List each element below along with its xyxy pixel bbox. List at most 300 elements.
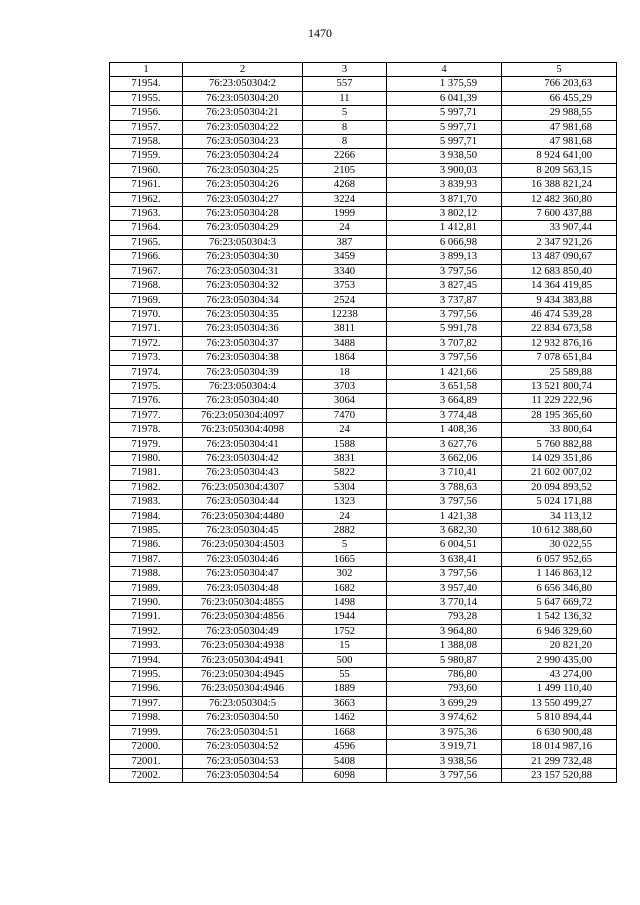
area-cell: 557: [303, 77, 387, 91]
column-header-3: 3: [303, 63, 387, 77]
rate-cell: 3 957,40: [387, 581, 502, 595]
value-cell: 5 760 882,88: [502, 437, 617, 451]
area-cell: 4596: [303, 740, 387, 754]
value-cell: 16 388 821,24: [502, 178, 617, 192]
table-row: [110, 451, 617, 465]
row-number-cell: 71998.: [110, 711, 183, 725]
cadastral-number-cell: 76:23:050304:53: [183, 754, 303, 768]
value-cell: 8 209 563,15: [502, 163, 617, 177]
area-cell: 8: [303, 120, 387, 134]
table-row: [110, 149, 617, 163]
rate-cell: 5 997,71: [387, 135, 502, 149]
row-number-cell: 71957.: [110, 120, 183, 134]
rate-cell: 3 682,30: [387, 524, 502, 538]
area-cell: 1999: [303, 207, 387, 221]
area-cell: 4268: [303, 178, 387, 192]
area-cell: 2882: [303, 524, 387, 538]
cadastral-number-cell: 76:23:050304:39: [183, 365, 303, 379]
cadastral-number-cell: 76:23:050304:4938: [183, 639, 303, 653]
rate-cell: 3 974,62: [387, 711, 502, 725]
value-cell: 43 274,00: [502, 668, 617, 682]
area-cell: 1323: [303, 495, 387, 509]
rate-cell: 5 980,87: [387, 653, 502, 667]
value-cell: 12 683 850,40: [502, 264, 617, 278]
rate-cell: 3 802,12: [387, 207, 502, 221]
rate-cell: 3 827,45: [387, 279, 502, 293]
area-cell: 500: [303, 653, 387, 667]
row-number-cell: 71985.: [110, 524, 183, 538]
row-number-cell: 71993.: [110, 639, 183, 653]
value-cell: 47 981,68: [502, 135, 617, 149]
rate-cell: 6 041,39: [387, 91, 502, 105]
value-cell: 5 810 894,44: [502, 711, 617, 725]
row-number-cell: 71961.: [110, 178, 183, 192]
cadastral-number-cell: 76:23:050304:2: [183, 77, 303, 91]
table-row: [110, 279, 617, 293]
rate-cell: 3 964,80: [387, 624, 502, 638]
rate-cell: 1 421,66: [387, 365, 502, 379]
area-cell: 5822: [303, 466, 387, 480]
value-cell: 5 024 171,88: [502, 495, 617, 509]
table-row: [110, 250, 617, 264]
area-cell: 5304: [303, 480, 387, 494]
table-row: [110, 596, 617, 610]
cadastral-number-cell: 76:23:050304:40: [183, 394, 303, 408]
value-cell: 21 602 007,02: [502, 466, 617, 480]
value-cell: 6 057 952,65: [502, 552, 617, 566]
cadastral-number-cell: 76:23:050304:31: [183, 264, 303, 278]
row-number-cell: 71975.: [110, 379, 183, 393]
area-cell: 11: [303, 91, 387, 105]
table-row: [110, 163, 617, 177]
cadastral-number-cell: 76:23:050304:26: [183, 178, 303, 192]
rate-cell: 5 997,71: [387, 106, 502, 120]
data-table: [109, 62, 617, 783]
table-row: [110, 221, 617, 235]
table-row: [110, 135, 617, 149]
rate-cell: 3 938,50: [387, 149, 502, 163]
row-number-cell: 71966.: [110, 250, 183, 264]
value-cell: 1 146 863,12: [502, 567, 617, 581]
table-row: [110, 466, 617, 480]
table-row: [110, 192, 617, 206]
rate-cell: 3 662,06: [387, 451, 502, 465]
value-cell: 7 600 437,88: [502, 207, 617, 221]
area-cell: 2105: [303, 163, 387, 177]
rate-cell: 3 975,36: [387, 725, 502, 739]
value-cell: 8 924 641,00: [502, 149, 617, 163]
value-cell: 22 834 673,58: [502, 322, 617, 336]
cadastral-number-cell: 76:23:050304:4856: [183, 610, 303, 624]
cadastral-number-cell: 76:23:050304:41: [183, 437, 303, 451]
area-cell: 3663: [303, 696, 387, 710]
rate-cell: 793,60: [387, 682, 502, 696]
cadastral-number-cell: 76:23:050304:48: [183, 581, 303, 595]
cadastral-number-cell: 76:23:050304:4945: [183, 668, 303, 682]
cadastral-number-cell: 76:23:050304:50: [183, 711, 303, 725]
area-cell: 1944: [303, 610, 387, 624]
rate-cell: 3 839,93: [387, 178, 502, 192]
rate-cell: 3 919,71: [387, 740, 502, 754]
rate-cell: 3 797,56: [387, 307, 502, 321]
row-number-cell: 71954.: [110, 77, 183, 91]
cadastral-number-cell: 76:23:050304:4480: [183, 509, 303, 523]
row-number-cell: 71979.: [110, 437, 183, 451]
value-cell: 66 455,29: [502, 91, 617, 105]
row-number-cell: 71968.: [110, 279, 183, 293]
value-cell: 1 499 110,40: [502, 682, 617, 696]
rate-cell: 3 770,14: [387, 596, 502, 610]
cadastral-number-cell: 76:23:050304:37: [183, 336, 303, 350]
area-cell: 2524: [303, 293, 387, 307]
table-row: [110, 567, 617, 581]
table-row: [110, 610, 617, 624]
cadastral-number-cell: 76:23:050304:30: [183, 250, 303, 264]
area-cell: 24: [303, 509, 387, 523]
row-number-cell: 71962.: [110, 192, 183, 206]
row-number-cell: 71960.: [110, 163, 183, 177]
rate-cell: 3 707,82: [387, 336, 502, 350]
value-cell: 29 988,55: [502, 106, 617, 120]
rate-cell: 3 797,56: [387, 351, 502, 365]
table-row: [110, 495, 617, 509]
cadastral-number-cell: 76:23:050304:35: [183, 307, 303, 321]
value-cell: 13 521 800,74: [502, 379, 617, 393]
rate-cell: 793,28: [387, 610, 502, 624]
row-number-cell: 71984.: [110, 509, 183, 523]
table-row: [110, 408, 617, 422]
table-row: [110, 437, 617, 451]
value-cell: 6 656 346,80: [502, 581, 617, 595]
row-number-cell: 71958.: [110, 135, 183, 149]
cadastral-number-cell: 76:23:050304:34: [183, 293, 303, 307]
value-cell: 6 630 900,48: [502, 725, 617, 739]
area-cell: 55: [303, 668, 387, 682]
value-cell: 25 589,88: [502, 365, 617, 379]
value-cell: 9 434 383,88: [502, 293, 617, 307]
area-cell: 5: [303, 538, 387, 552]
row-number-cell: 71989.: [110, 581, 183, 595]
rate-cell: 3 797,56: [387, 264, 502, 278]
table-row: [110, 552, 617, 566]
area-cell: 12238: [303, 307, 387, 321]
area-cell: 3811: [303, 322, 387, 336]
rate-cell: 1 388,08: [387, 639, 502, 653]
value-cell: 13 550 499,27: [502, 696, 617, 710]
area-cell: 1752: [303, 624, 387, 638]
table-row: [110, 682, 617, 696]
table-row: [110, 754, 617, 768]
area-cell: 1889: [303, 682, 387, 696]
rate-cell: 3 871,70: [387, 192, 502, 206]
area-cell: 5: [303, 106, 387, 120]
row-number-cell: 71971.: [110, 322, 183, 336]
rate-cell: 3 900,03: [387, 163, 502, 177]
area-cell: 1588: [303, 437, 387, 451]
rate-cell: 1 408,36: [387, 423, 502, 437]
row-number-cell: 71964.: [110, 221, 183, 235]
cadastral-number-cell: 76:23:050304:21: [183, 106, 303, 120]
cadastral-number-cell: 76:23:050304:28: [183, 207, 303, 221]
area-cell: 302: [303, 567, 387, 581]
rate-cell: 6 066,98: [387, 235, 502, 249]
cadastral-number-cell: 76:23:050304:43: [183, 466, 303, 480]
cadastral-number-cell: 76:23:050304:22: [183, 120, 303, 134]
value-cell: 33 800,64: [502, 423, 617, 437]
value-cell: 11 229 222,96: [502, 394, 617, 408]
table-header-row: [110, 63, 617, 77]
area-cell: 2266: [303, 149, 387, 163]
area-cell: 1682: [303, 581, 387, 595]
value-cell: 6 946 329,60: [502, 624, 617, 638]
row-number-cell: 71956.: [110, 106, 183, 120]
cadastral-number-cell: 76:23:050304:36: [183, 322, 303, 336]
row-number-cell: 72000.: [110, 740, 183, 754]
cadastral-number-cell: 76:23:050304:4307: [183, 480, 303, 494]
table-row: [110, 293, 617, 307]
value-cell: 766 203,63: [502, 77, 617, 91]
value-cell: 12 482 360,80: [502, 192, 617, 206]
table-row: [110, 538, 617, 552]
row-number-cell: 71986.: [110, 538, 183, 552]
row-number-cell: 71965.: [110, 235, 183, 249]
row-number-cell: 71972.: [110, 336, 183, 350]
row-number-cell: 71991.: [110, 610, 183, 624]
value-cell: 30 022,55: [502, 538, 617, 552]
area-cell: 15: [303, 639, 387, 653]
area-cell: 5408: [303, 754, 387, 768]
row-number-cell: 71974.: [110, 365, 183, 379]
area-cell: 3224: [303, 192, 387, 206]
cadastral-number-cell: 76:23:050304:4097: [183, 408, 303, 422]
value-cell: 47 981,68: [502, 120, 617, 134]
area-cell: 1498: [303, 596, 387, 610]
cadastral-number-cell: 76:23:050304:27: [183, 192, 303, 206]
row-number-cell: 71983.: [110, 495, 183, 509]
table-row: [110, 696, 617, 710]
row-number-cell: 71981.: [110, 466, 183, 480]
cadastral-number-cell: 76:23:050304:42: [183, 451, 303, 465]
table-row: [110, 768, 617, 782]
row-number-cell: 71978.: [110, 423, 183, 437]
value-cell: 10 612 388,60: [502, 524, 617, 538]
rate-cell: 3 651,58: [387, 379, 502, 393]
cadastral-number-cell: 76:23:050304:4941: [183, 653, 303, 667]
table-row: [110, 379, 617, 393]
rate-cell: 3 899,13: [387, 250, 502, 264]
value-cell: 20 821,20: [502, 639, 617, 653]
rate-cell: 5 991,78: [387, 322, 502, 336]
table-row: [110, 264, 617, 278]
area-cell: 387: [303, 235, 387, 249]
rate-cell: 5 997,71: [387, 120, 502, 134]
area-cell: 7470: [303, 408, 387, 422]
page-number: 1470: [308, 26, 332, 40]
value-cell: 21 299 732,48: [502, 754, 617, 768]
row-number-cell: 71959.: [110, 149, 183, 163]
rate-cell: 3 797,56: [387, 567, 502, 581]
value-cell: 2 347 921,26: [502, 235, 617, 249]
row-number-cell: 71990.: [110, 596, 183, 610]
table-row: [110, 178, 617, 192]
row-number-cell: 71987.: [110, 552, 183, 566]
row-number-cell: 72002.: [110, 768, 183, 782]
rate-cell: 3 938,56: [387, 754, 502, 768]
area-cell: 1864: [303, 351, 387, 365]
value-cell: 2 990 435,00: [502, 653, 617, 667]
row-number-cell: 71969.: [110, 293, 183, 307]
row-number-cell: 71967.: [110, 264, 183, 278]
row-number-cell: 71992.: [110, 624, 183, 638]
row-number-cell: 71996.: [110, 682, 183, 696]
table-row: [110, 120, 617, 134]
area-cell: 1665: [303, 552, 387, 566]
table-row: [110, 106, 617, 120]
cadastral-number-cell: 76:23:050304:46: [183, 552, 303, 566]
rate-cell: 3 797,56: [387, 495, 502, 509]
row-number-cell: 71977.: [110, 408, 183, 422]
column-header-1: 1: [110, 63, 183, 77]
area-cell: 1668: [303, 725, 387, 739]
rate-cell: 3 664,89: [387, 394, 502, 408]
value-cell: 33 907,44: [502, 221, 617, 235]
rate-cell: 1 375,59: [387, 77, 502, 91]
value-cell: 1 542 136,32: [502, 610, 617, 624]
area-cell: 18: [303, 365, 387, 379]
value-cell: 23 157 520,88: [502, 768, 617, 782]
table-row: [110, 322, 617, 336]
cadastral-number-cell: 76:23:050304:5: [183, 696, 303, 710]
table-row: [110, 351, 617, 365]
table-row: [110, 668, 617, 682]
row-number-cell: 71970.: [110, 307, 183, 321]
table-row: [110, 725, 617, 739]
rate-cell: 1 412,81: [387, 221, 502, 235]
area-cell: 3064: [303, 394, 387, 408]
cadastral-number-cell: 76:23:050304:4503: [183, 538, 303, 552]
row-number-cell: 71994.: [110, 653, 183, 667]
cadastral-number-cell: 76:23:050304:29: [183, 221, 303, 235]
value-cell: 12 932 876,16: [502, 336, 617, 350]
cadastral-number-cell: 76:23:050304:23: [183, 135, 303, 149]
value-cell: 18 014 987,16: [502, 740, 617, 754]
table-row: [110, 624, 617, 638]
row-number-cell: 71997.: [110, 696, 183, 710]
column-header-4: 4: [387, 63, 502, 77]
table-row: [110, 639, 617, 653]
value-cell: 34 113,12: [502, 509, 617, 523]
cadastral-number-cell: 76:23:050304:25: [183, 163, 303, 177]
cadastral-number-cell: 76:23:050304:44: [183, 495, 303, 509]
table-row: [110, 307, 617, 321]
table-body: [110, 77, 617, 783]
table-row: [110, 509, 617, 523]
cadastral-number-cell: 76:23:050304:47: [183, 567, 303, 581]
table-row: [110, 91, 617, 105]
row-number-cell: 71976.: [110, 394, 183, 408]
area-cell: 3340: [303, 264, 387, 278]
rate-cell: 786,80: [387, 668, 502, 682]
cadastral-number-cell: 76:23:050304:45: [183, 524, 303, 538]
row-number-cell: 71973.: [110, 351, 183, 365]
area-cell: 3831: [303, 451, 387, 465]
rate-cell: 3 699,29: [387, 696, 502, 710]
rate-cell: 6 004,51: [387, 538, 502, 552]
row-number-cell: 71982.: [110, 480, 183, 494]
table-row: [110, 394, 617, 408]
cadastral-number-cell: 76:23:050304:4: [183, 379, 303, 393]
row-number-cell: 71999.: [110, 725, 183, 739]
value-cell: 14 364 419,85: [502, 279, 617, 293]
row-number-cell: 71988.: [110, 567, 183, 581]
cadastral-number-cell: 76:23:050304:49: [183, 624, 303, 638]
value-cell: 5 647 669,72: [502, 596, 617, 610]
cadastral-number-cell: 76:23:050304:4855: [183, 596, 303, 610]
table-row: [110, 77, 617, 91]
table-row: [110, 423, 617, 437]
rate-cell: 3 737,87: [387, 293, 502, 307]
table-row: [110, 207, 617, 221]
cadastral-number-cell: 76:23:050304:54: [183, 768, 303, 782]
table-row: [110, 365, 617, 379]
area-cell: 3459: [303, 250, 387, 264]
value-cell: 13 487 090,67: [502, 250, 617, 264]
table-row: [110, 235, 617, 249]
cadastral-number-cell: 76:23:050304:3: [183, 235, 303, 249]
table-row: [110, 336, 617, 350]
rate-cell: 1 421,38: [387, 509, 502, 523]
table-row: [110, 740, 617, 754]
cadastral-number-cell: 76:23:050304:20: [183, 91, 303, 105]
area-cell: 1462: [303, 711, 387, 725]
row-number-cell: 71995.: [110, 668, 183, 682]
cadastral-number-cell: 76:23:050304:38: [183, 351, 303, 365]
value-cell: 14 029 351,86: [502, 451, 617, 465]
value-cell: 20 094 893,52: [502, 480, 617, 494]
rate-cell: 3 788,63: [387, 480, 502, 494]
rate-cell: 3 774,48: [387, 408, 502, 422]
rate-cell: 3 797,56: [387, 768, 502, 782]
area-cell: 3703: [303, 379, 387, 393]
area-cell: 24: [303, 423, 387, 437]
row-number-cell: 71963.: [110, 207, 183, 221]
cadastral-number-cell: 76:23:050304:52: [183, 740, 303, 754]
column-header-2: 2: [183, 63, 303, 77]
cadastral-number-cell: 76:23:050304:24: [183, 149, 303, 163]
cadastral-number-cell: 76:23:050304:51: [183, 725, 303, 739]
table-row: [110, 711, 617, 725]
table-row: [110, 653, 617, 667]
rate-cell: 3 627,76: [387, 437, 502, 451]
table-row: [110, 524, 617, 538]
table-row: [110, 480, 617, 494]
cadastral-number-cell: 76:23:050304:32: [183, 279, 303, 293]
area-cell: 3488: [303, 336, 387, 350]
row-number-cell: 72001.: [110, 754, 183, 768]
area-cell: 24: [303, 221, 387, 235]
row-number-cell: 71955.: [110, 91, 183, 105]
rate-cell: 3 710,41: [387, 466, 502, 480]
area-cell: 8: [303, 135, 387, 149]
area-cell: 6098: [303, 768, 387, 782]
column-header-5: 5: [502, 63, 617, 77]
rate-cell: 3 638,41: [387, 552, 502, 566]
table-row: [110, 581, 617, 595]
cadastral-number-cell: 76:23:050304:4946: [183, 682, 303, 696]
value-cell: 7 078 651,84: [502, 351, 617, 365]
cadastral-number-cell: 76:23:050304:4098: [183, 423, 303, 437]
area-cell: 3753: [303, 279, 387, 293]
